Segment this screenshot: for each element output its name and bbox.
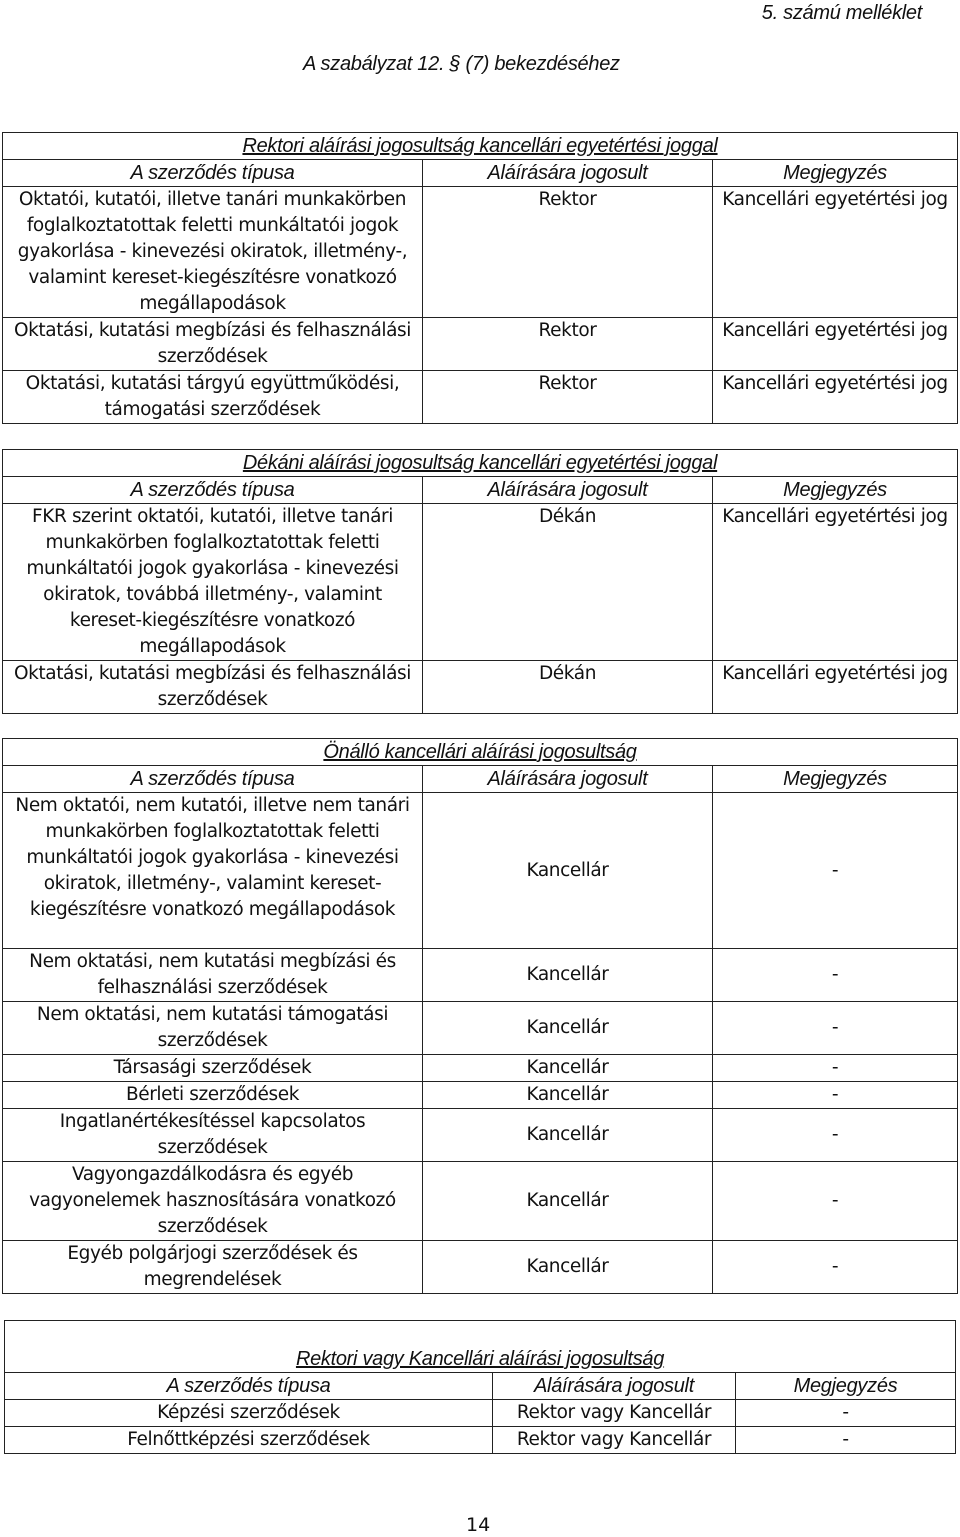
column-header-note: Megjegyzés (713, 160, 958, 187)
note: - (736, 1400, 956, 1427)
note: Kancellári egyetértési jog (713, 187, 958, 318)
note: - (713, 1241, 958, 1294)
note: - (713, 1002, 958, 1055)
signatory: Kancellár (423, 1055, 713, 1082)
signatory: Kancellár (423, 1162, 713, 1241)
rector-signature-table (2, 132, 958, 424)
note: - (713, 1109, 958, 1162)
contract-type: Bérleti szerződések (3, 1082, 423, 1109)
signatory: Rektor (423, 371, 713, 424)
table-row (5, 1400, 956, 1427)
table-row (3, 1162, 958, 1241)
page-number: 14 (466, 1514, 491, 1536)
signatory: Dékán (423, 504, 713, 661)
table-title: Dékáni aláírási jogosultság kancellári egyetértési joggal (3, 450, 958, 477)
signatory: Rektor (423, 187, 713, 318)
note: Kancellári egyetértési jog (713, 371, 958, 424)
contract-type: Oktatási, kutatási megbízási és felhasználási szerződések (3, 318, 423, 371)
signatory: Kancellár (423, 1082, 713, 1109)
note: - (713, 793, 958, 949)
contract-type: Oktatási, kutatási megbízási és felhasználási szerződések (3, 661, 423, 714)
contract-type: Felnőttképzési szerződések (5, 1427, 493, 1454)
note: - (713, 1055, 958, 1082)
table-row (3, 1241, 958, 1294)
table-row (3, 504, 958, 661)
contract-type: Nem oktatói, nem kutatói, illetve nem tanári munkakörben foglalkoztatottak feletti munkáltatói jogok gyakorlása - kinevezési okiratok, illetmény-, valamint kereset-kiegészítésre vonatkozó megállapodások (3, 793, 423, 949)
signatory: Rektor (423, 318, 713, 371)
column-header-type: A szerződés típusa (3, 766, 423, 793)
note: Kancellári egyetértési jog (713, 504, 958, 661)
signatory: Kancellár (423, 793, 713, 949)
table-title: Rektori aláírási jogosultság kancellári egyetértési joggal (3, 133, 958, 160)
signatory: Rektor vagy Kancellár (493, 1400, 736, 1427)
contract-type: Egyéb polgárjogi szerződések és megrendelések (3, 1241, 423, 1294)
column-header-signatory: Aláírására jogosult (423, 477, 713, 504)
signatory: Kancellár (423, 1241, 713, 1294)
contract-type: FKR szerint oktatói, kutatói, illetve tanári munkakörben foglalkoztatottak feletti munkáltatói jogok gyakorlása - kinevezési okiratok, továbbá illetmény-, valamint kereset-kiegészítésre vonatkozó megállapodások (3, 504, 423, 661)
contract-type: Társasági szerződések (3, 1055, 423, 1082)
column-header-type: A szerződés típusa (3, 160, 423, 187)
note: - (713, 949, 958, 1002)
column-header-note: Megjegyzés (713, 477, 958, 504)
signatory: Rektor vagy Kancellár (493, 1427, 736, 1454)
note: - (713, 1082, 958, 1109)
rector-or-chancellor-table (4, 1320, 956, 1454)
column-header-note: Megjegyzés (736, 1373, 956, 1400)
contract-type: Nem oktatási, nem kutatási megbízási és felhasználási szerződések (3, 949, 423, 1002)
column-header-type: A szerződés típusa (5, 1373, 493, 1400)
column-header-signatory: Aláírására jogosult (423, 766, 713, 793)
column-header-signatory: Aláírására jogosult (423, 160, 713, 187)
signatory: Kancellár (423, 949, 713, 1002)
contract-type: Ingatlanértékesítéssel kapcsolatos szerződések (3, 1109, 423, 1162)
table-row (3, 1082, 958, 1109)
contract-type: Vagyongazdálkodásra és egyéb vagyonelemek hasznosítására vonatkozó szerződések (3, 1162, 423, 1241)
document-subtitle: A szabályzat 12. § (7) bekezdéséhez (303, 53, 620, 75)
table-row (3, 949, 958, 1002)
column-header-note: Megjegyzés (713, 766, 958, 793)
table-title: Önálló kancellári aláírási jogosultság (3, 739, 958, 766)
note: Kancellári egyetértési jog (713, 661, 958, 714)
note: Kancellári egyetértési jog (713, 318, 958, 371)
note: - (736, 1427, 956, 1454)
table-title: Rektori vagy Kancellári aláírási jogosultság (5, 1321, 956, 1373)
table-row (3, 661, 958, 714)
note: - (713, 1162, 958, 1241)
contract-type: Képzési szerződések (5, 1400, 493, 1427)
dean-signature-table (2, 449, 958, 714)
table-row (5, 1427, 956, 1454)
table-row (3, 1002, 958, 1055)
contract-type: Oktatói, kutatói, illetve tanári munkakörben foglalkoztatottak feletti munkáltatói jogok gyakorlása - kinevezési okiratok, illetmény-, valamint kereset-kiegészítésre vonatkozó megállapodások (3, 187, 423, 318)
table-row (3, 1055, 958, 1082)
signatory: Kancellár (423, 1002, 713, 1055)
annex-label: 5. számú melléklet (761, 2, 922, 24)
table-row (3, 793, 958, 949)
table-row (3, 1109, 958, 1162)
contract-type: Nem oktatási, nem kutatási támogatási szerződések (3, 1002, 423, 1055)
signatory: Kancellár (423, 1109, 713, 1162)
contract-type: Oktatási, kutatási tárgyú együttműködési, támogatási szerződések (3, 371, 423, 424)
chancellor-signature-table (2, 738, 958, 1294)
signatory: Dékán (423, 661, 713, 714)
table-row (3, 318, 958, 371)
column-header-type: A szerződés típusa (3, 477, 423, 504)
table-row (3, 187, 958, 318)
table-row (3, 371, 958, 424)
column-header-signatory: Aláírására jogosult (493, 1373, 736, 1400)
